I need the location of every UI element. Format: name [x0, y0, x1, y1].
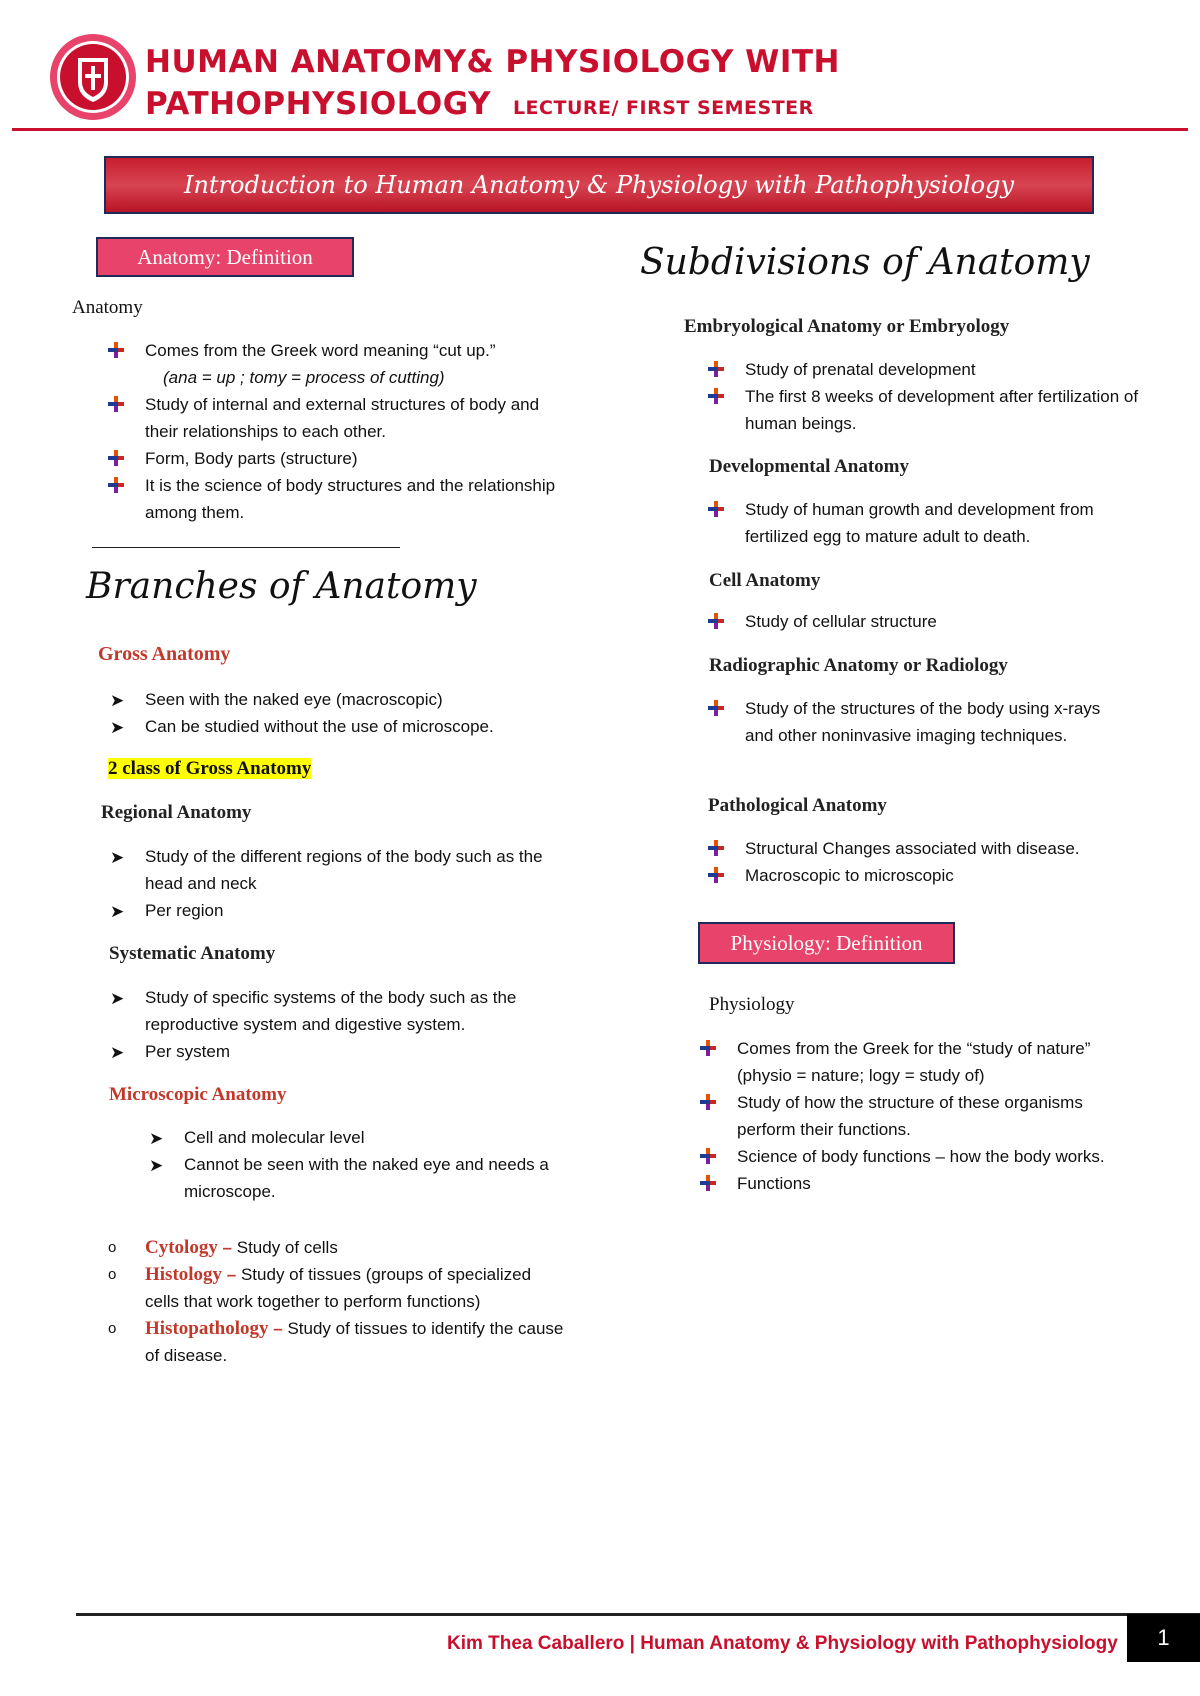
- plus-bullet-icon: [708, 501, 724, 517]
- plus-bullet-icon: [708, 613, 724, 629]
- document-title-line1: HUMAN ANATOMY& PHYSIOLOGY WITH: [145, 44, 840, 80]
- plus-bullet-icon: [108, 396, 124, 412]
- document-subtitle: LECTURE/ FIRST SEMESTER: [512, 97, 814, 119]
- plus-bullet-icon: [108, 450, 124, 466]
- developmental-heading: Developmental Anatomy: [709, 456, 910, 477]
- list-item: ➤ Cannot be seen with the naked eye and needs a microscope.: [147, 1151, 577, 1205]
- section-divider: [92, 547, 400, 548]
- header-rule: [12, 128, 1188, 131]
- list-item: Study of human growth and development from fertilized egg to mature adult to death.: [708, 496, 1128, 550]
- regional-anatomy-heading: Regional Anatomy: [101, 802, 252, 823]
- list-item: The first 8 weeks of development after fertilization of human beings.: [708, 383, 1148, 437]
- list-item: Functions: [700, 1170, 1140, 1197]
- systematic-anatomy-list: [108, 984, 558, 1065]
- footer-text: Kim Thea Caballero | Human Anatomy & Physiology with Pathophysiology: [447, 1633, 1118, 1654]
- arrow-bullet-icon: ➤: [149, 1129, 164, 1148]
- list-item: It is the science of body structures and the relationship among them.: [108, 472, 558, 526]
- pathological-list: [708, 835, 1148, 889]
- radiology-list: [708, 695, 1108, 749]
- topic-banner-text: Introduction to Human Anatomy & Physiology with Pathophysiology: [183, 171, 1015, 199]
- list-item: Study of cellular structure: [708, 608, 1148, 635]
- plus-bullet-icon: [708, 867, 724, 883]
- pathological-heading: Pathological Anatomy: [708, 795, 887, 816]
- plus-bullet-icon: [708, 388, 724, 404]
- plus-bullet-icon: [708, 361, 724, 377]
- list-item: ➤ Per system: [108, 1038, 558, 1065]
- gross-anatomy-list: [108, 686, 558, 740]
- radiology-heading: Radiographic Anatomy or Radiology: [709, 655, 1008, 676]
- list-item: ➤ Cell and molecular level: [147, 1124, 577, 1151]
- arrow-bullet-icon: ➤: [110, 691, 125, 710]
- arrow-bullet-icon: ➤: [110, 718, 125, 737]
- circle-bullet-icon: o: [108, 1239, 117, 1256]
- circle-bullet-icon: o: [108, 1320, 117, 1337]
- list-item: ➤ Study of specific systems of the body such as the reproductive system and digestive system.: [108, 984, 558, 1038]
- list-item: o Histopathology – Study of tissues to identify the cause of disease.: [108, 1315, 568, 1369]
- anatomy-bullets: [108, 337, 558, 526]
- arrow-bullet-icon: ➤: [149, 1156, 164, 1175]
- plus-bullet-icon: [708, 840, 724, 856]
- list-item: Study of the structures of the body using x-rays and other noninvasive imaging techniques.: [708, 695, 1108, 749]
- plus-bullet-icon: [700, 1148, 716, 1164]
- cell-anatomy-list: [708, 608, 1148, 635]
- list-item: Study of how the structure of these organisms perform their functions.: [700, 1089, 1140, 1143]
- list-item: Comes from the Greek word meaning “cut up.” (ana = up ; tomy = process of cutting): [108, 337, 558, 391]
- anatomy-word: Anatomy: [72, 297, 143, 318]
- embryology-heading: Embryological Anatomy or Embryology: [684, 316, 1010, 337]
- cell-anatomy-heading: Cell Anatomy: [709, 570, 821, 591]
- microscopic-types-list: [108, 1234, 568, 1369]
- list-item: o Histology – Study of tissues (groups of specialized cells that work together to perform functions): [108, 1261, 568, 1315]
- list-item: ➤ Can be studied without the use of microscope.: [108, 713, 558, 740]
- footer-rule: [76, 1613, 1200, 1616]
- systematic-anatomy-heading: Systematic Anatomy: [109, 943, 276, 964]
- circle-bullet-icon: o: [108, 1266, 117, 1283]
- regional-anatomy-list: [108, 843, 558, 924]
- document-title-main: PATHOPHYSIOLOGY: [145, 86, 491, 122]
- plus-bullet-icon: [708, 700, 724, 716]
- document-title-line2: [145, 86, 814, 122]
- plus-bullet-icon: [700, 1175, 716, 1191]
- branches-title: Branches of Anatomy: [86, 566, 477, 607]
- plus-bullet-icon: [108, 477, 124, 493]
- physiology-bullets: [700, 1035, 1140, 1197]
- embryology-list: [708, 356, 1148, 437]
- list-item: Comes from the Greek for the “study of nature” (physio = nature; logy = study of): [700, 1035, 1140, 1089]
- school-seal-icon: [48, 32, 138, 122]
- subdivisions-title: Subdivisions of Anatomy: [640, 242, 1090, 283]
- list-item: Macroscopic to microscopic: [708, 862, 1148, 889]
- arrow-bullet-icon: ➤: [110, 1043, 125, 1062]
- list-item: ➤ Per region: [108, 897, 558, 924]
- list-item: Science of body functions – how the body works.: [700, 1143, 1140, 1170]
- microscopic-anatomy-list: [147, 1124, 577, 1205]
- plus-bullet-icon: [700, 1040, 716, 1056]
- list-item: Form, Body parts (structure): [108, 445, 558, 472]
- topic-banner: [104, 156, 1094, 214]
- list-item: Study of prenatal development: [708, 356, 1148, 383]
- gross-anatomy-heading: Gross Anatomy: [98, 643, 231, 665]
- arrow-bullet-icon: ➤: [110, 848, 125, 867]
- physiology-definition-label: Physiology: Definition: [698, 922, 955, 964]
- list-item: o Cytology – Study of cells: [108, 1234, 568, 1261]
- page-number: 1: [1127, 1614, 1200, 1662]
- list-item: Study of internal and external structures of body and their relationships to each other.: [108, 391, 558, 445]
- physiology-word: Physiology: [709, 994, 795, 1015]
- list-item: ➤ Seen with the naked eye (macroscopic): [108, 686, 558, 713]
- anatomy-definition-label: Anatomy: Definition: [96, 237, 354, 277]
- arrow-bullet-icon: ➤: [110, 902, 125, 921]
- developmental-list: [708, 496, 1128, 550]
- two-class-heading: 2 class of Gross Anatomy: [108, 758, 312, 779]
- plus-bullet-icon: [700, 1094, 716, 1110]
- list-item: Structural Changes associated with disease.: [708, 835, 1148, 862]
- list-item: ➤ Study of the different regions of the body such as the head and neck: [108, 843, 558, 897]
- microscopic-anatomy-heading: Microscopic Anatomy: [109, 1084, 287, 1105]
- arrow-bullet-icon: ➤: [110, 989, 125, 1008]
- plus-bullet-icon: [108, 342, 124, 358]
